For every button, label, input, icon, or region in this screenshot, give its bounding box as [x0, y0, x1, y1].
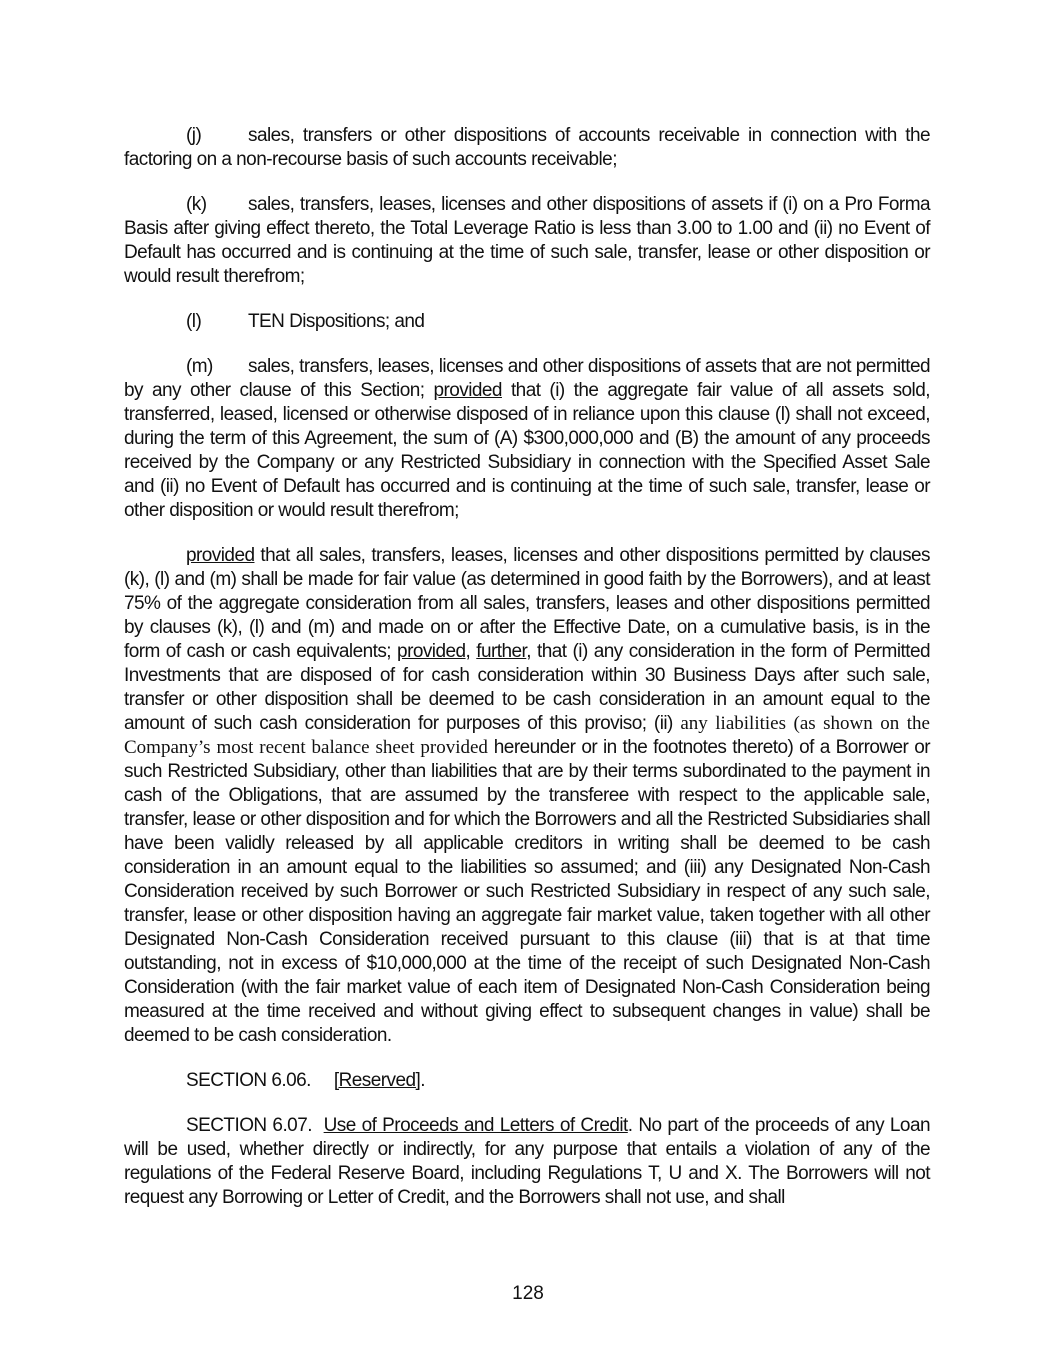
clause-m-text-before: sales, transfers, leases, licenses and other dispositions of assets that are not permitted by any other clause of this Section; — [124, 356, 930, 401]
document-page — [124, 124, 930, 1231]
section-6-07-period: . — [627, 1115, 633, 1136]
clause-j-label: (j) — [186, 125, 202, 146]
page-number: 128 — [512, 1283, 544, 1304]
proviso-further: further — [476, 641, 527, 662]
clause-m-label: (m) — [186, 356, 213, 377]
section-6-07-title: Use of Proceeds and Letters of Credit — [323, 1115, 628, 1136]
section-6-06 — [124, 1069, 930, 1093]
clause-m-provided: provided — [433, 380, 502, 401]
clause-m-text-after: that (i) the aggregate fair value of all assets sold, transferred, leased, licensed or otherwise disposed of in reliance upon this clause (l) shall not exceed, during the term of this Agreement, the sum of (A) $300,000,000 and (B) the amount of any proceeds received by the Company or any Restricted Subsidiary in connection with the Specified Asset Sale and (ii) no Event of Default has occurred and is continuing at the time of such sale, transfer, lease or other disposition or would result therefrom; — [124, 380, 930, 521]
clause-k — [124, 193, 930, 289]
proviso-provided-2: provided — [397, 641, 466, 662]
section-6-07-number: SECTION 6.07. — [186, 1115, 312, 1136]
section-6-07-text: No part of the proceeds of any Loan will be used, whether directly or indirectly, for any purpose that entails a violation of any of the regulations of the Federal Reserve Board, including Regulations T, U and X. The Borrowers will not request any Borrowing or Letter of Credit, and the Borrowers shall not use, and shall — [124, 1115, 930, 1208]
proviso-paragraph — [124, 544, 930, 1048]
clause-l-text: TEN Dispositions; and — [248, 311, 425, 332]
clause-k-text: sales, transfers, leases, licenses and other dispositions of assets if (i) on a Pro Forma Basis after giving effect thereto, the Total Leverage Ratio is less than 3.00 to 1.00 and (ii) no Event of Default has occurred and is continuing at the time of such sale, transfer, lease or other disposition or would result therefrom; — [124, 194, 930, 287]
section-6-06-number: SECTION 6.06. — [186, 1070, 311, 1091]
section-6-07 — [124, 1114, 930, 1210]
clause-l-label: (l) — [186, 311, 202, 332]
proviso-provided: provided — [186, 545, 255, 566]
clause-j-text: sales, transfers or other dispositions of accounts receivable in connection with the factoring on a non-recourse basis of such accounts receivable; — [124, 125, 930, 170]
section-6-06-title: [Reserved] — [333, 1070, 421, 1091]
proviso-part-3: hereunder or in the footnotes thereto) of a Borrower or such Restricted Subsidiary, other than liabilities that are by their terms subordinated to the payment in cash of the Obligations, that are assumed by the transferee with respect to the applicable sale, transfer, lease or other disposition and for which the Borrowers and all the Restricted Subsidiaries shall have been validly released by all applicable creditors in writing shall be deemed to be cash consideration in an amount equal to the liabilities so assumed; and (iii) any Designated Non-Cash Consideration received by such Borrower or such Restricted Subsidiary in respect of any such sale, transfer, lease or other disposition having an aggregate fair market value, taken together with all other Designated Non-Cash Consideration received pursuant to this clause (iii) that is at that time outstanding, not in excess of $10,000,000 at the time of the receipt of such Designated Non-Cash Consideration (with the fair market value of each item of Designated Non-Cash Consideration being measured at the time received and without giving effect to subsequent changes in value) shall be deemed to be cash consideration. — [124, 737, 930, 1046]
section-6-06-period: . — [420, 1070, 425, 1091]
proviso-comma: , — [465, 641, 477, 662]
clause-j — [124, 124, 930, 172]
proviso-serif-part: any liabilities (as shown on the Company’s most recent balance sheet provided — [124, 713, 930, 758]
clause-m — [124, 355, 930, 523]
clause-k-label: (k) — [186, 194, 207, 215]
proviso-part-2: , that (i) any consideration in the form of Permitted Investments that are disposed of for cash consideration within 30 Business Days after such sale, transfer or other disposition shall be deemed to be cash consideration in an amount equal to the amount of such cash consideration for purposes of this proviso; (ii) — [124, 641, 930, 734]
clause-l — [124, 310, 930, 334]
proviso-part-1: that all sales, transfers, leases, licenses and other dispositions permitted by clauses (k), (l) and (m) shall be made for fair value (as determined in good faith by the Borrowers), and at least 75% of the aggregate consideration from all sales, transfers, leases and other dispositions permitted by clauses (k), (l) and (m) and made on or after the Effective Date, on a cumulative basis, is in the form of cash or cash equivalents; — [124, 545, 930, 662]
